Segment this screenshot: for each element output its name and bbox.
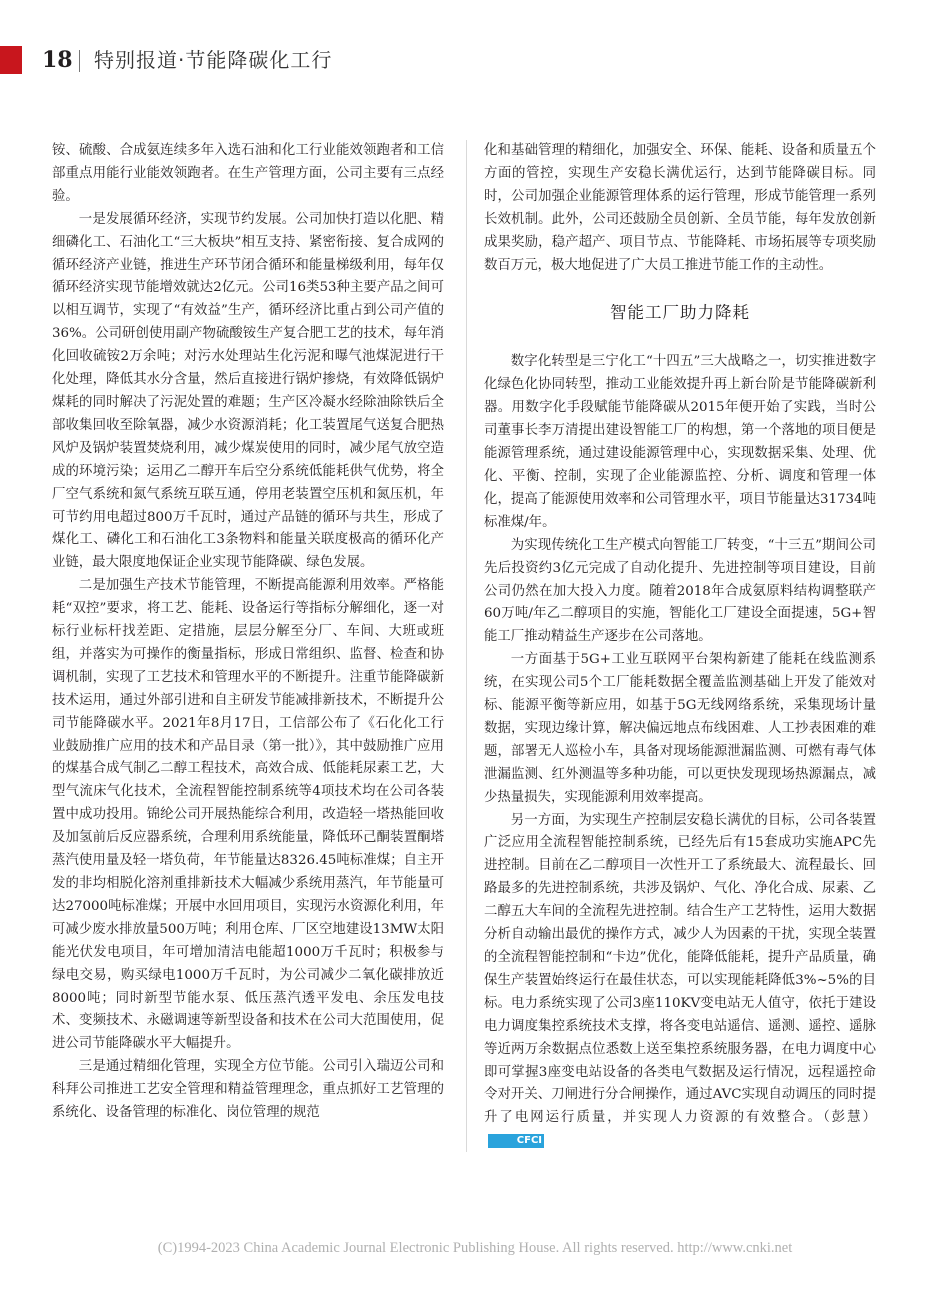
right-column bbox=[484, 140, 876, 1153]
left-paragraph-3: 二是加强生产技术节能管理，不断提高能源利用效率。严格能耗“双控”要求，将工艺、能耗、设备运行等指标分解细化，逐一对标行业标杆找差距、定措施，层层分解至分厂、车间、大班或班组，并落实为可操作的衡量指标，形成日常组织、监督、检查和协调机制，实现了工艺技术和管理水平的不断提升。注重节能降碳新技术运用，通过外部引进和自主研发节能减排新技术，不断提升公司节能降碳水平。2021年8月17日，工信部公布了《石化化工行业鼓励推广应用的技术和产品目录（第一批）》，其中鼓励推广应用的煤基合成气制乙二醇工程技术，高效合成、低能耗尿素工艺，大型气流床气化技术，全流程智能控制系统等4项技术均在公司各装置中成功投用。锦纶公司开展热能综合利用，改造轻一塔热能回收及加氢前后反应器系统，合理利用系统能量，降低环己酮装置酮塔蒸汽使用量及轻一塔负荷，年节能量达8326.45吨标准煤；自主开发的非均相脱化溶剂重排新技术大幅减少系统用蒸汽，年节能量可达27000吨标准煤；开展中水回用项目，实现污水资源化利用，年可减少废水排放量500万吨；利用仓库、厂区空地建设13MW太阳能光伏发电项目，年可增加清洁电能超1000万千瓦时；积极参与绿电交易，购买绿电1000万千瓦时，为公司减少二氧化碳排放近8000吨；同时新型节能水泵、低压蒸汽透平发电、余压发电技术、变频技术、永磁调速等新型设备和技术在公司大范围使用，促进公司节能降碳水平大幅提升。 bbox=[52, 578, 444, 1052]
right-paragraph-1: 化和基础管理的精细化，加强安全、环保、能耗、设备和质量五个方面的管控，实现生产安稳长满优运行，达到节能降碳目标。同时，公司加强企业能源管理体系的运行管理，形成节能管理一系列长效机制。此外，公司还鼓励全员创新、全员节能，每年发放创新成果奖励，稳产超产、项目节点、节能降耗、市场拓展等专项奖励数百万元，极大地促进了广大员工推进节能工作的主动性。 bbox=[484, 143, 876, 273]
cfci-logo: CFCI bbox=[488, 1134, 544, 1148]
right-paragraph-5-text: 另一方面，为实现生产控制层安稳长满优的目标，公司各装置广泛应用全流程智能控制系统，已经先后有15套成功实施APC先进控制。目前在乙二醇项目一次性开工了系统最大、流程最长、回路最多的先进控制系统，共涉及锅炉、气化、净化合成、尿素、乙二醇五大车间的全流程先进控制。结合生产工艺特性，运用大数据分析自动输出最优的操作方式，减少人为因素的干扰，实现全装置的全流程智能控制和“卡边”优化，能降低能耗，提升产品质量，确保生产装置始终运行在最佳状态，可以实现能耗降低3%~5%的目标。电力系统实现了公司3座110KV变电站无人值守，依托于建设电力调度集控系统技术支撑，将各变电站遥信、遥测、遥控、遥脉等近两万余数据点位悉数上送至集控系统服务器，在电力调度中心即可掌握3座变电站设备的各类电气数据及运行情况，远程遥控命令对开关、刀闸进行分合闸操作，通过AVC实现自动调压的同时提升了电网运行质量，并实现人力资源的有效整合。（彭慧） bbox=[484, 812, 876, 1126]
page-number: 18 bbox=[42, 47, 73, 73]
section-title: 特别报道·节能降碳化工行 bbox=[94, 48, 333, 72]
left-column bbox=[52, 140, 444, 1125]
header-divider bbox=[79, 50, 80, 72]
right-paragraph-5 bbox=[484, 810, 876, 1154]
left-paragraph-4: 三是通过精细化管理，实现全方位节能。公司引入瑞迈公司和科拜公司推进工艺安全管理和精益管理理念，重点抓好工艺管理的系统化、设备管理的标准化、岗位管理的规范 bbox=[52, 1059, 444, 1121]
column-divider bbox=[466, 140, 467, 1152]
section-heading: 智能工厂助力降耗 bbox=[610, 303, 750, 323]
copyright-footer: (C)1994-2023 China Academic Journal Electronic Publishing House. All rights reserved. http://www.cnki.net bbox=[157, 1240, 793, 1256]
header-red-mark bbox=[0, 46, 22, 74]
right-paragraph-3: 为实现传统化工生产模式向智能工厂转变，“十三五”期间公司先后投资约3亿元完成了自动化提升、先进控制等项目建设，目前公司仍然在加大投入力度。随着2018年合成氨原料结构调整联产60万吨/年乙二醇项目的实施，智能化工厂建设全面提速，5G+智能工厂推动精益生产逐步在公司落地。 bbox=[484, 537, 876, 645]
left-paragraph-2: 一是发展循环经济，实现节约发展。公司加快打造以化肥、精细磷化工、石油化工“三大板块”相互支持、紧密衔接、复合成网的循环经济产业链，推进生产环节闭合循环和能量梯级利用，每年仅循环经济实现节能增效就达2亿元。公司16类53种主要产品之间可以相互调节，实现了“有效益”生产，循环经济比重占到公司产值的36%。公司研创使用副产物硫酸铵生产复合肥工艺的技术，每年消化回收硫铵2万余吨；对污水处理站生化污泥和曝气池煤泥进行干化处理，降低其水分含量，然后直接进行锅炉掺烧，有效降低锅炉煤耗的同时解决了污泥处置的难题；生产区冷凝水经除油除铁后全部收集回收至除氧器，减少水资源消耗；化工装置尾气送复合肥热风炉及锅炉装置焚烧利用，减少煤炭使用的同时，减少尾气放空造成的环境污染；运用乙二醇开车后空分系统低能耗供气优势，将全厂空气系统和氮气系统互联互通，停用老装置空压机和氮压机，年可节约用电超过800万千瓦时，通过产品链的循环与共生，形成了煤化工、磷化工和石油化工3条物料和能量关联度极高的循环化产业链，最大限度地保证企业实现节能降碳、绿色发展。 bbox=[52, 211, 444, 571]
left-paragraph-1: 铵、硫酸、合成氨连续多年入选石油和化工行业能效领跑者和工信部重点用能行业能效领跑者。在生产管理方面，公司主要有三点经验。 bbox=[52, 143, 444, 204]
right-paragraph-2: 数字化转型是三宁化工“十四五”三大战略之一，切实推进数字化绿色化协同转型，推动工业能效提升再上新台阶是节能降碳新利器。用数字化手段赋能节能降碳从2015年便开始了实践，当时公司董事长李万清提出建设智能工厂的构想，第一个落地的项目便是能源管理系统，通过建设能源管理中心，实现数据采集、处理、优化、平衡、控制，实现了企业能源监控、分析、调度和管理一体化，提高了能源使用效率和公司管理水平，项目节能量达31734吨标准煤/年。 bbox=[484, 354, 876, 530]
right-paragraph-4: 一方面基于5G+工业互联网平台架构新建了能耗在线监测系统，在实现公司5个工厂能耗数据全覆盖监测基础上开发了能效对标、能源平衡等新应用，如基于5G无线网络系统，采集现场计量数据，实现边缘计算，解决偏远地点布线困难、人工抄表困难的难题，部署无人巡检小车，具备对现场能源泄漏监测、可燃有毒气体泄漏监测、红外测温等多种功能，可以更快发现现场热源漏点，减少热量损失，实现能源利用效率提高。 bbox=[484, 652, 876, 805]
